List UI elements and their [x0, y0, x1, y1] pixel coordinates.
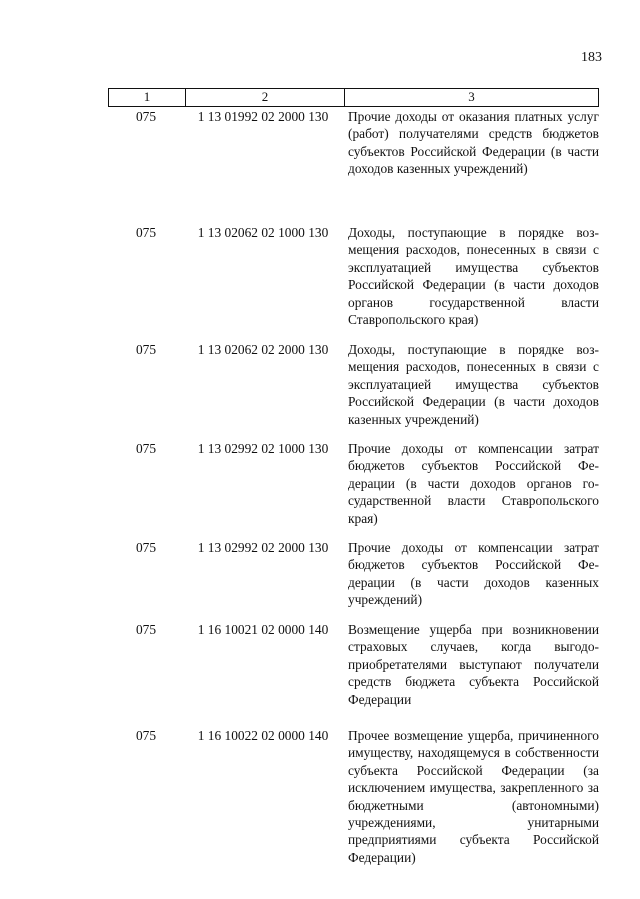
page-number: 183: [581, 50, 602, 65]
budget-classification-code: 1 13 02992 02 2000 130: [197, 540, 329, 555]
income-description: Прочие доходы от компенсации затрат бюджетов субъектов Российской Федерации (в части доходов органов государственной власти Ставропольского края): [348, 441, 599, 526]
budget-classification-code: 1 13 02062 02 1000 130: [197, 225, 329, 240]
column-header-1: 1: [109, 89, 186, 106]
column-header-3: 3: [468, 89, 475, 104]
table-body: [108, 107, 599, 866]
income-description: Прочие доходы от компенсации затрат бюджетов субъектов Российской Федерации (в части доходов казенных учреждений): [348, 540, 599, 608]
budget-classification-code: 1 13 01992 02 2000 130: [197, 109, 329, 124]
table-row: [108, 341, 599, 440]
administrator-code: 075: [135, 622, 157, 637]
income-description: Прочие доходы от оказания платных услуг (работ) получателями средств бюджетов субъектов Российской Федерации (в части доходов казенных учреждений): [348, 109, 599, 177]
administrator-code: 075: [135, 109, 157, 124]
income-codes-table: [108, 88, 599, 866]
budget-classification-code: 1 16 10022 02 0000 140: [197, 728, 329, 743]
budget-classification-code: 1 13 02992 02 1000 130: [197, 441, 329, 456]
administrator-code: 075: [135, 441, 157, 456]
budget-classification-code: 1 16 10021 02 0000 140: [197, 622, 329, 637]
table-row: [108, 224, 599, 341]
administrator-code: 075: [135, 225, 157, 240]
table-row: [108, 440, 599, 539]
income-description: Прочее возмещение ущерба, причиненного имуществу, находящемуся в собственности субъекта Российской Федерации (за исключением имущества, закрепленного за бюджетными (автономными) учреждениями, унитарными предприятиями субъекта Российской Федерации): [348, 728, 599, 865]
table-row: [108, 539, 599, 621]
administrator-code: 075: [135, 342, 157, 357]
table-header-row: [108, 88, 599, 107]
administrator-code: 075: [135, 540, 157, 555]
table-row: [108, 621, 599, 727]
table-row: [108, 727, 599, 866]
budget-classification-code: 1 13 02062 02 2000 130: [197, 342, 329, 357]
income-description: Возмещение ущерба при возникновении страховых случаев, когда выгодоприобретателями выступают получатели средств бюджета субъекта Российской Федерации: [348, 622, 599, 707]
income-description: Доходы, поступающие в порядке возмещения расходов, понесенных в связи с эксплуатацией имущества субъектов Российской Федерации (в части доходов казенных учреждений): [348, 342, 599, 427]
column-header-2: 2: [186, 89, 345, 106]
administrator-code: 075: [135, 728, 157, 743]
income-description: Доходы, поступающие в порядке возмещения расходов, понесенных в связи с эксплуатацией имущества субъектов Российской Федерации (в части доходов органов государственной власти Ставропольского края): [348, 225, 599, 328]
table-row: [108, 108, 599, 224]
